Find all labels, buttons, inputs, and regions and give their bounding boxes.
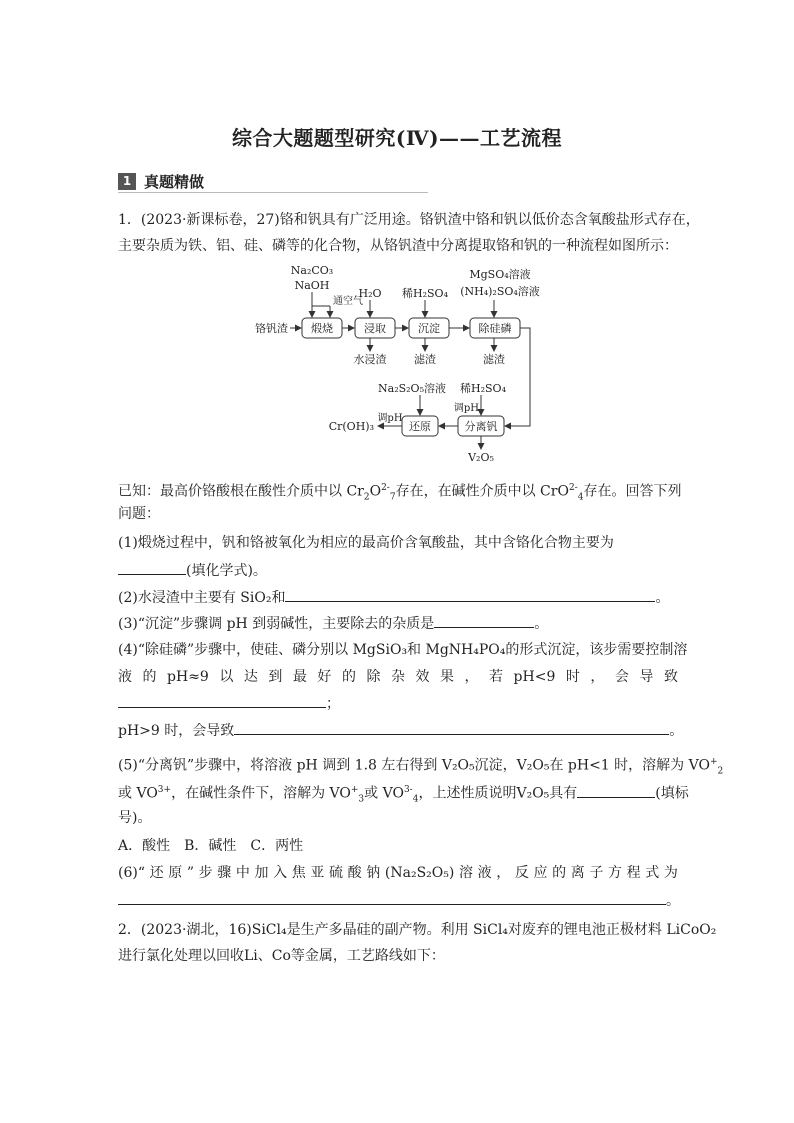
answer-blank-5[interactable] — [577, 783, 655, 798]
part4-line2: 液 的 pH≈9 以 达 到 最 好 的 除 杂 效 果 ， 若 pH<9 时 ， 会 导 致 — [118, 669, 678, 685]
part5-line1: (5)“分离钒”步骤中，将溶液 pH 调到 1.8 左右得到 V₂O₅沉淀，V₂O₅在 pH<1 时，溶解为 $VO^+_2$ — [118, 757, 724, 777]
step-sepv-label: 分离钒 — [464, 420, 498, 433]
part6-line1: (6)“ 还 原 ” 步 骤 中 加 入 焦 亚 硫 酸 钠 (Na₂S₂O₅) 溶 液 ， 反 应 的 离 子 方 程 式 为 — [118, 865, 678, 881]
step-roast-label: 煅烧 — [311, 322, 333, 335]
reagent-mgso4: MgSO₄溶液 — [469, 268, 531, 281]
section-label: 真题精做 — [144, 173, 205, 191]
answer-blank-4a[interactable] — [118, 693, 326, 708]
q2-line2: 进行氯化处理以回收Li、Co等金属，工艺路线如下： — [118, 948, 445, 964]
known-line1: 已知：最高价铬酸根在酸性介质中以 $Cr_2O^{2-}_7$存在，在碱性介质中以 CrO$^{2-}_4$存在。回答下列 — [118, 483, 682, 503]
part6-line2: 。 — [118, 890, 680, 911]
reagent-water: H₂O — [358, 287, 382, 300]
page-title: 综合大题题型研究(Ⅳ)——工艺流程 — [231, 126, 563, 150]
step-precip-label: 沉淀 — [418, 322, 440, 335]
output-residue-2: 滤渣 — [483, 353, 505, 366]
reagent-na2co3: Na₂CO₃ — [290, 264, 334, 277]
answer-blank-2[interactable] — [285, 587, 655, 602]
product-v2o5: V₂O₅ — [468, 451, 494, 464]
reagent-naoh: NaOH — [294, 279, 330, 292]
reagent-na2s2o5: Na₂S₂O₅溶液 — [378, 382, 446, 395]
section-header — [118, 170, 428, 193]
known-line2: 问题： — [118, 506, 160, 522]
answer-blank-6[interactable] — [118, 890, 666, 905]
part4-line3: ； — [118, 693, 340, 714]
step-leach-label: 浸取 — [364, 322, 386, 335]
adjust-ph-sepv: 调pH — [453, 403, 479, 414]
answer-blank-3[interactable] — [434, 613, 534, 628]
q1-intro-line1: 1．(2023·新课标卷，27)铬和钒具有广泛用途。铬钒渣中铬和钒以低价态含氧酸盐形式存在， — [118, 212, 700, 228]
output-water-residue: 水浸渣 — [353, 353, 387, 366]
reagent-air: 通空气 — [333, 296, 363, 307]
part5-options: A．酸性 B．碱性 C．两性 — [118, 838, 304, 854]
output-residue-1: 滤渣 — [414, 353, 436, 366]
part5-line3: 号)。 — [118, 810, 152, 826]
part1-line2: (填化学式)。 — [118, 560, 267, 581]
part4-line4: pH>9 时，会导致 。 — [118, 720, 683, 741]
answer-blank-1[interactable] — [118, 560, 186, 575]
step-reduce-label: 还原 — [409, 420, 431, 433]
part4-line1: (4)“除硅磷”步骤中，使硅、磷分别以 MgSiO₃和 MgNH₄PO₄的形式沉淀，该步需要控制溶 — [118, 642, 688, 658]
q2-line1: 2．(2023·湖北，16)SiCl₄是生产多晶硅的副产物。利用 SiCl₄对废弃的锂电池正极材料 LiCoO₂ — [118, 922, 717, 938]
process-flow-diagram — [0, 262, 794, 472]
reagent-nh4so4: (NH₄)₂SO₄溶液 — [460, 285, 540, 298]
q1-intro-line2: 主要杂质为铁、铝、硅、磷等的化合物，从铬钒渣中分离提取铬和钒的一种流程如图所示： — [118, 238, 678, 254]
raw-material: 铬钒渣 — [255, 322, 288, 335]
adjust-ph-reduce: 调pH — [377, 413, 403, 424]
step-desip-label: 除硅磷 — [478, 322, 512, 335]
reagent-dilute-acid: 稀H₂SO₄ — [402, 287, 448, 300]
product-croh3: Cr(OH)₃ — [328, 420, 374, 433]
answer-blank-4b[interactable] — [234, 720, 669, 735]
section-number: 1 — [118, 173, 136, 190]
part2-line: (2)水浸渣中主要有 SiO₂和 。 — [118, 587, 669, 608]
part3-line: (3)“沉淀”步骤调 pH 到弱碱性，主要除去的杂质是 。 — [118, 613, 548, 634]
reagent-dilute-acid-2: 稀H₂SO₄ — [460, 382, 506, 395]
part1-line1: (1)煅烧过程中，钒和铬被氧化为相应的最高价含氧酸盐，其中含铬化合物主要为 — [118, 535, 614, 551]
part5-line2: 或 $VO^{3+}$，在碱性条件下，溶解为 $VO^+_3$或 $VO^{3-}_4$，上述性质说明V₂O₅具有 (填标 — [118, 780, 689, 809]
